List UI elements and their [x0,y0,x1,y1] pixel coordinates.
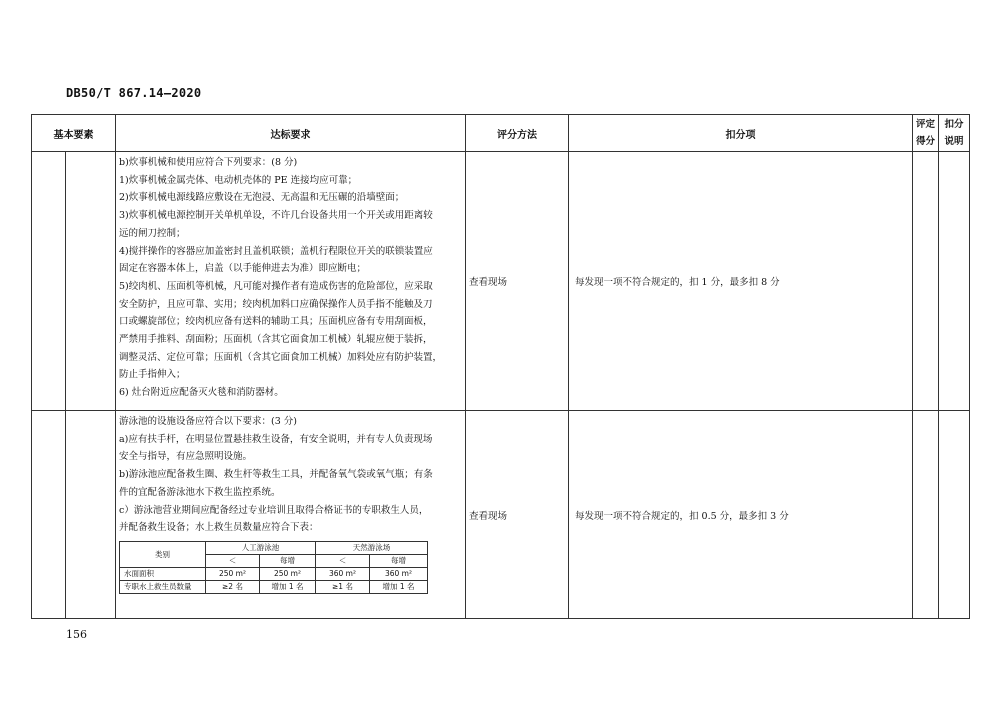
req-line: 6) 灶台附近应配备灭火毯和消防器材。 [119,387,284,399]
lifeguard-natural-pool-header: 天然游泳场 [316,541,428,554]
req-line: 1)炊事机械金属壳体、电动机壳体的 PE 连接均应可靠； [119,174,358,186]
cell-method-kitchen: 查看现场 [466,152,569,411]
lifeguard-value: 250 m² [260,567,316,580]
lifeguard-lt-header: ＜ [206,554,260,567]
table-row [32,152,970,411]
req-line: a)应有扶手杆，在明显位置悬挂救生设备，有安全说明，并有专人负责现场 [119,433,433,445]
cell-method-pool: 查看现场 [466,411,569,619]
req-line: 5)绞肉机、压面机等机械，凡可能对操作者有造成伤害的危险部位，应采取 [119,280,433,292]
req-line: 固定在容器本体上，启盖（以手能伸进去为准）即应断电； [119,263,367,275]
standards-table [31,114,970,619]
table-row [32,411,970,619]
col-deduct-note [939,115,970,152]
cell-eval-score-pool [913,411,939,619]
req-line: 安全防护，且应可靠、实用；绞肉机加料口应确保操作人员手指不能触及刀 [119,298,433,310]
req-line: c）游泳池营业期间应配备经过专业培训且取得合格证书的专职救生人员， [119,504,429,516]
col-deduct-note-line1: 扣分 [944,119,964,130]
req-line: 安全与指导，有应急照明设施。 [119,451,253,463]
col-scoring-method: 评分方法 [466,115,569,152]
req-line: 口或螺旋部位；绞肉机应备有送料的辅助工具；压面机应备有专用刮面板， [119,316,433,328]
lifeguard-count-label: 专职水上救生员数量 [120,580,206,593]
req-line: 游泳池的设施设备应符合以下要求：(3 分) [119,416,297,427]
lifeguard-value: 360 m² [316,567,370,580]
col-basic-elements: 基本要素 [32,115,116,152]
lifeguard-value: ≥2 名 [206,580,260,593]
lifeguard-value: 250 m² [206,567,260,580]
lifeguard-each-add-header: 每增 [260,554,316,567]
req-line: 件的宜配备游泳池水下救生监控系统。 [119,486,281,498]
document-code: DB50/T 867.14—2020 [66,86,202,100]
lifeguard-value: 360 m² [370,567,428,580]
cell-deduct-note-pool [939,411,970,619]
req-line: 严禁用手推料、刮面粉；压面机（含其它面食加工机械）轧辊应便于装拆， [119,334,433,346]
col-deduction-items: 扣分项 [569,115,913,152]
lifeguard-water-area-row [120,567,428,580]
req-line: 调整灵活、定位可靠；压面机（含其它面食加工机械）加料处应有防护装置， [119,351,443,363]
cell-requirements-pool [116,411,466,619]
req-line: b)游泳池应配备救生圈、救生杆等救生工具，并配备氧气袋或氧气瓶；有条 [119,469,433,481]
cell-element-b [66,152,116,411]
cell-deduct-note-kitchen [939,152,970,411]
lifeguard-count-table [119,541,428,594]
lifeguard-value: 增加 1 名 [370,580,428,593]
lifeguard-value: 增加 1 名 [260,580,316,593]
page-number: 156 [66,628,87,641]
col-deduct-note-line2: 说明 [944,136,964,147]
cell-eval-score-kitchen [913,152,939,411]
cell-deduction-kitchen: 每发现一项不符合规定的，扣 1 分，最多扣 8 分 [569,152,913,411]
req-line: 2)炊事机械电源线路应敷设在无泡浸、无高温和无压碾的沿墙壁面； [119,192,405,204]
col-eval-score-line1: 评定 [915,119,935,130]
req-line: b)炊事机械和使用应符合下列要求：(8 分) [119,157,298,168]
lifeguard-value: ≥1 名 [316,580,370,593]
table-header-row [32,115,970,152]
req-line: 4)搅拌操作的容器应加盖密封且盖机联锁；盖机行程限位开关的联锁装置应 [119,245,433,257]
col-standard-requirements: 达标要求 [116,115,466,152]
cell-requirements-kitchen [116,152,466,411]
req-line: 远的闸刀控制； [119,227,186,239]
lifeguard-count-row [120,580,428,593]
lifeguard-water-area-label: 水面面积 [120,567,206,580]
col-eval-score [913,115,939,152]
lifeguard-artificial-pool-header: 人工游泳池 [206,541,316,554]
req-line: 3)炊事机械电源控制开关单机单设，不许几台设备共用一个开关或用距离较 [119,210,433,222]
cell-deduction-pool: 每发现一项不符合规定的，扣 0.5 分，最多扣 3 分 [569,411,913,619]
lifeguard-category-header: 类别 [120,541,206,567]
cell-element-a [32,411,66,619]
col-eval-score-line2: 得分 [915,136,935,147]
req-line: 并配备救生设备；水上救生员数量应符合下表： [119,522,319,534]
cell-element-a [32,152,66,411]
req-line: 防止手指伸入； [119,369,186,381]
lifeguard-each-add-header: 每增 [370,554,428,567]
cell-element-b [66,411,116,619]
lifeguard-table-head-row [120,541,428,554]
lifeguard-lt-header: ＜ [316,554,370,567]
